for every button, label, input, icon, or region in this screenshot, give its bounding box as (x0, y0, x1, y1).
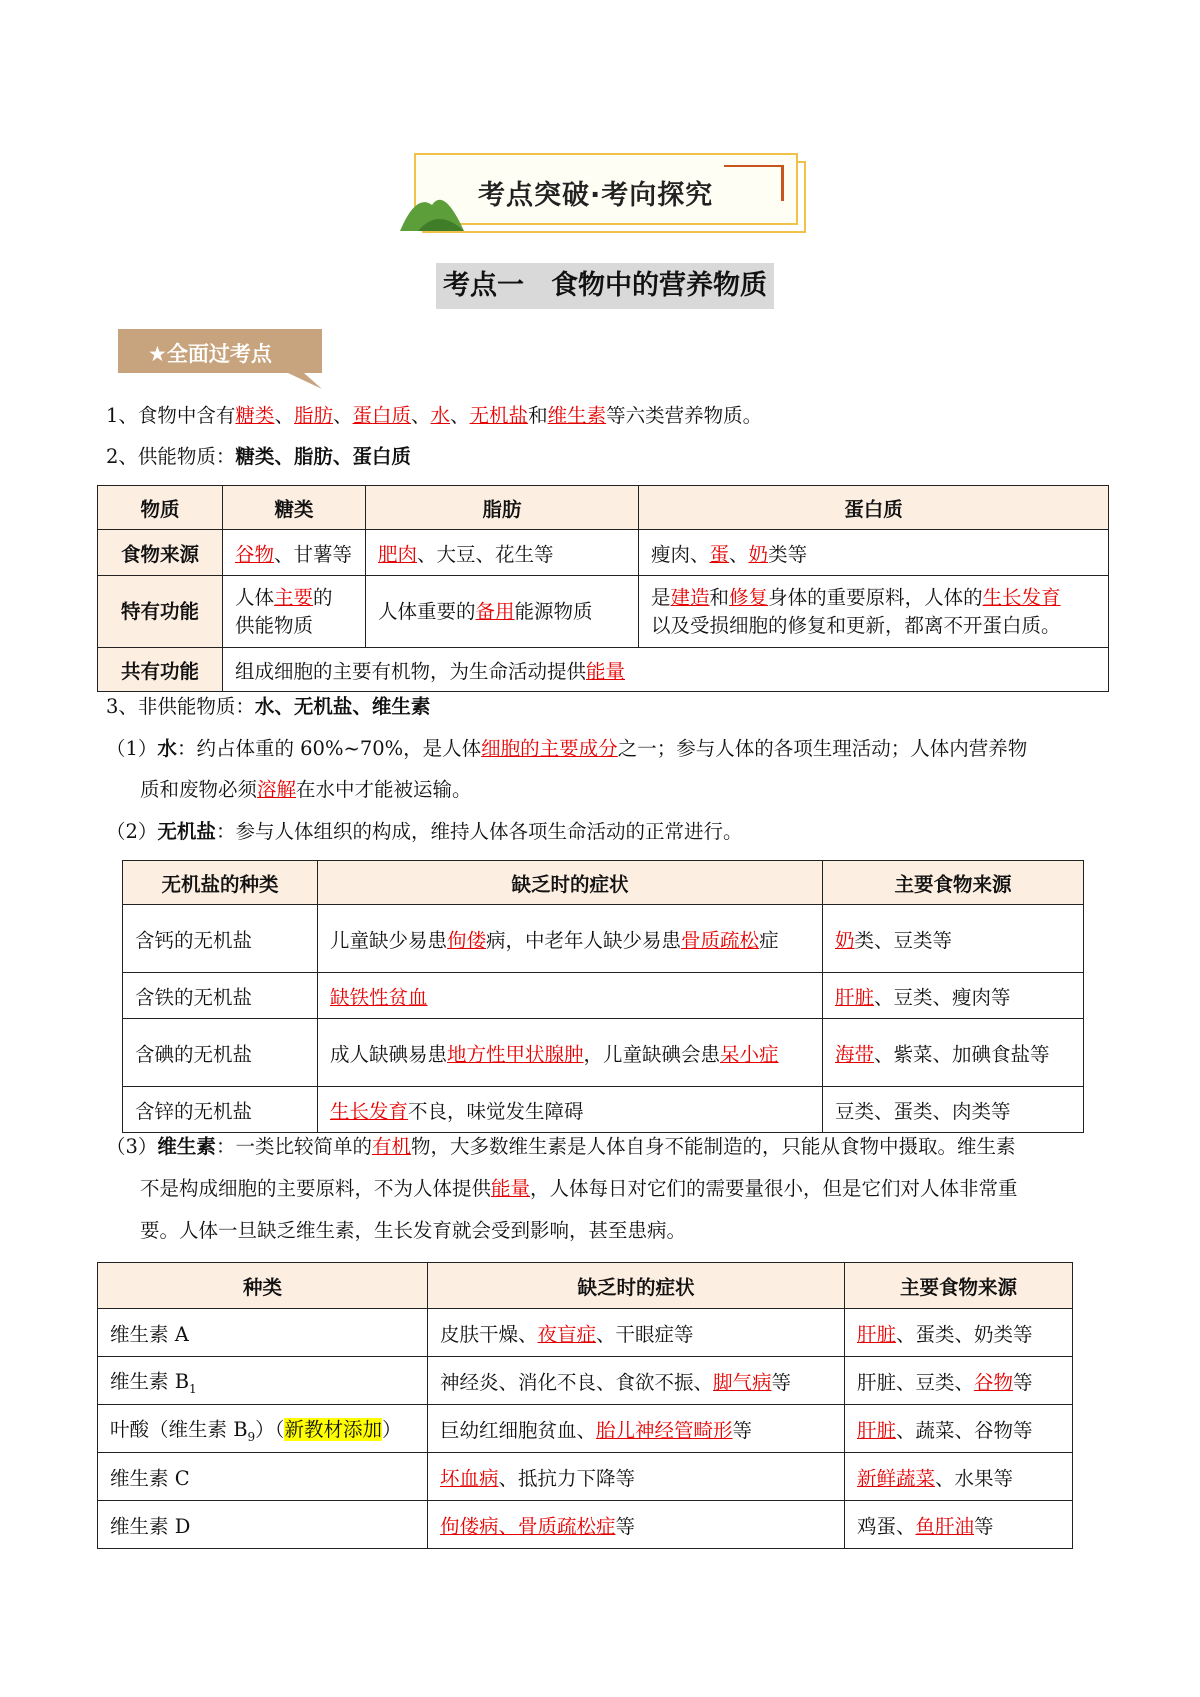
table-row: 含钙的无机盐 儿童缺少易患佝偻病，中老年人缺少易患骨质疏松症 奶类、豆类等 (123, 905, 1084, 973)
vitamins-table (97, 1262, 1073, 1549)
table-row: 含碘的无机盐 成人缺碘易患地方性甲状腺肿，儿童缺碘会患呆小症 海带、紫菜、加碘食盐等 (123, 1019, 1084, 1087)
banner-frame (414, 153, 798, 225)
non-energy-nutrients-heading: 3、非供能物质：水、无机盐、维生素 (106, 695, 431, 718)
table-row: 维生素 D 佝偻病、骨质疏松症等 鸡蛋、鱼肝油等 (98, 1501, 1073, 1549)
mountain-icon (398, 183, 468, 233)
vitamins-paragraph-line2: 不是构成细胞的主要原料，不为人体提供能量，人体每日对它们的需要量很小，但是它们对人体非常重 (140, 1177, 1018, 1200)
energy-nutrients-table (97, 485, 1109, 692)
table-row: 叶酸（维生素 $B_9$）（新教材添加） 巨幼红细胞贫血、胎儿神经管畸形等 肝脏、蔬菜、谷物等 (98, 1405, 1073, 1453)
banner-title: 考点突破·考向探究 (478, 180, 714, 211)
water-paragraph-line1: （1）水：约占体重的 60%~70%，是人体细胞的主要成分之一；参与人体的各项生理活动；人体内营养物 (106, 737, 1028, 760)
water-paragraph-line2: 质和废物必须溶解在水中才能被运输。 (140, 778, 472, 801)
table-header-row: 物质 糖类 脂肪 蛋白质 (98, 486, 1109, 530)
nutrients-intro: 1、食物中含有糖类、脂肪、蛋白质、水、无机盐和维生素等六类营养物质。 (106, 404, 763, 427)
new-textbook-highlight: 新教材添加 (284, 1417, 382, 1441)
table-row: 共有功能 组成细胞的主要有机物，为生命活动提供能量 (98, 648, 1109, 692)
table-header-row: 无机盐的种类 缺乏时的症状 主要食物来源 (123, 861, 1084, 905)
tag-label: ★全面过考点 (148, 342, 272, 366)
table-header-row: 种类 缺乏时的症状 主要食物来源 (98, 1263, 1073, 1309)
key-points-tag (118, 329, 324, 395)
table-row: 维生素 A 皮肤干燥、夜盲症、干眼症等 肝脏、蛋类、奶类等 (98, 1309, 1073, 1357)
banner-decoration (724, 165, 784, 167)
banner-decoration-vertical (781, 165, 784, 201)
section-title: 考点一 食物中的营养物质 (436, 263, 774, 309)
table-row: 含锌的无机盐 生长发育不良，味觉发生障碍 豆类、蛋类、肉类等 (123, 1087, 1084, 1133)
vitamins-paragraph-line1: （3）维生素：一类比较简单的有机物，大多数维生素是人体自身不能制造的，只能从食物中摄取。维生素 (106, 1135, 1016, 1158)
banner (398, 153, 802, 232)
minerals-table (122, 860, 1084, 1133)
minerals-paragraph: （2）无机盐：参与人体组织的构成，维持人体各项生命活动的正常进行。 (106, 820, 743, 843)
table-row: 维生素 $B_1$ 神经炎、消化不良、食欲不振、脚气病等 肝脏、豆类、谷物等 (98, 1357, 1073, 1405)
table-row: 食物来源 谷物、甘薯等 肥肉、大豆、花生等 瘦肉、蛋、奶类等 (98, 530, 1109, 576)
energy-nutrients-heading: 2、供能物质：糖类、脂肪、蛋白质 (106, 445, 411, 468)
table-row: 维生素 C 坏血病、抵抗力下降等 新鲜蔬菜、水果等 (98, 1453, 1073, 1501)
vitamins-paragraph-line3: 要。人体一旦缺乏维生素，生长发育就会受到影响，甚至患病。 (140, 1219, 687, 1242)
table-row: 特有功能 人体主要的 供能物质 人体重要的备用能源物质 是建造和修复身体的重要原料，人体的生长发育 以及受损细胞的修复和更新，都离不开蛋白质。 (98, 576, 1109, 648)
table-row: 含铁的无机盐 缺铁性贫血 肝脏、豆类、瘦肉等 (123, 973, 1084, 1019)
